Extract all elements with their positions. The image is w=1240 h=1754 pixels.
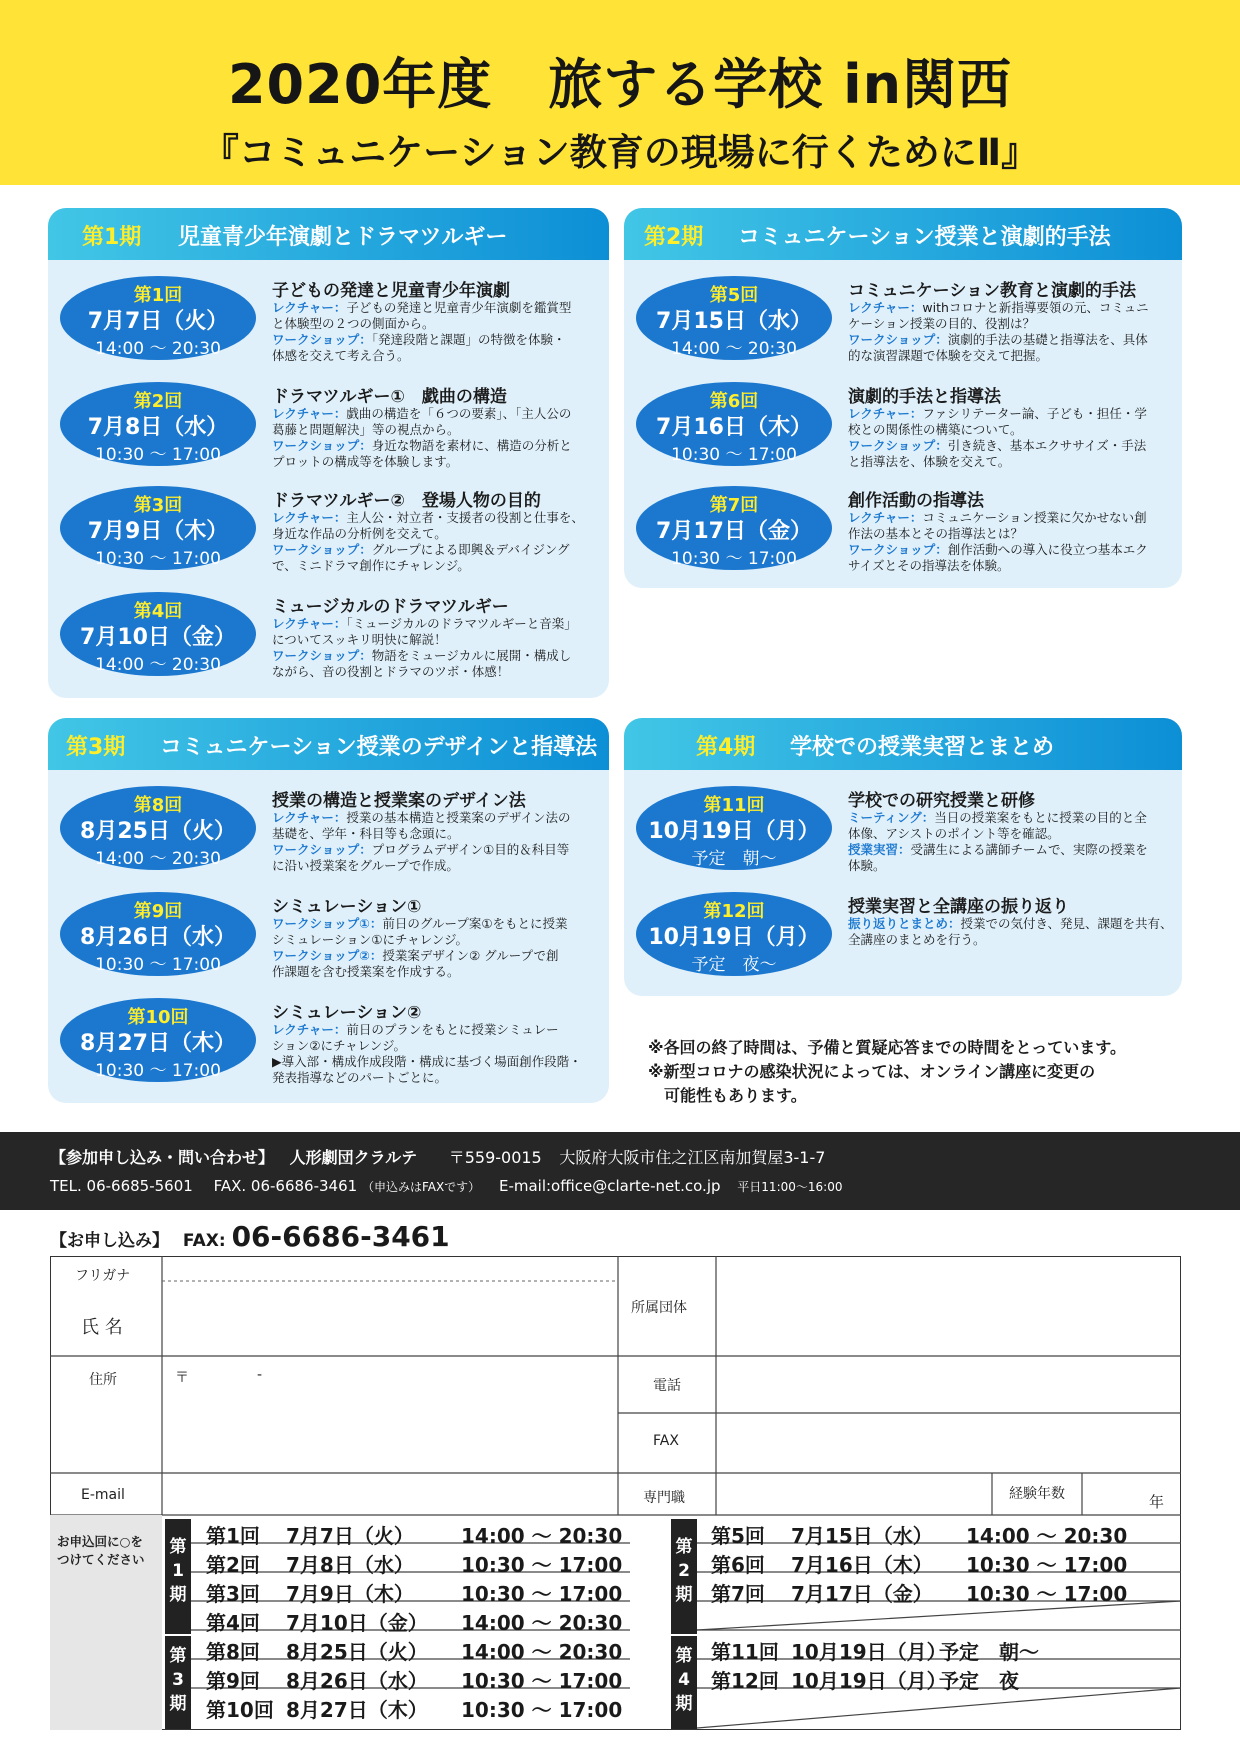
session-time: 14:00 ～ 20:30 (95, 339, 221, 359)
title-main: 旅する学校 in関西 (548, 53, 1013, 116)
session-line: ワークショップ：演劇的手法の基礎と指導法を、具体 (848, 332, 1148, 347)
session-oval (636, 786, 832, 870)
session-oval (60, 998, 256, 1082)
period-number: 第2期 (644, 225, 704, 250)
period-bar-3: 第3期 (165, 1636, 191, 1729)
contact-label: 【参加申し込み・問い合わせ】 (50, 1148, 275, 1167)
year-unit: 年 (1149, 1493, 1165, 1511)
session-7 (636, 486, 1176, 586)
application-heading (50, 1220, 450, 1253)
session-oval (60, 592, 256, 676)
period-name: コミュニケーション授業のデザインと指導法 (160, 735, 598, 760)
contact-address: 大阪府大阪市住之江区南加賀屋3-1-7 (559, 1148, 826, 1167)
session-title: 子どもの発達と児童青少年演劇 (272, 281, 510, 301)
session-2 (60, 382, 600, 482)
session-number: 第2回 (133, 391, 183, 412)
session-4 (60, 592, 600, 692)
profession-label: 専門職 (643, 1490, 685, 1506)
session-3 (60, 486, 600, 586)
session-line: レクチャー：子どもの発達と児童青少年演劇を鑑賞型 (272, 300, 572, 315)
address-label: 住所 (89, 1372, 117, 1388)
session-date: 8月25日（火） (80, 819, 236, 844)
session-line: レクチャー：withコロナと新指導要領の元、コミュニ (848, 300, 1149, 315)
phone-field[interactable] (719, 1361, 1179, 1411)
session-line: ワークショップ：引き続き、基本エクササイズ・手法 (848, 438, 1147, 453)
period-number: 第1期 (82, 225, 142, 250)
period-name: コミュニケーション授業と演劇的手法 (738, 225, 1111, 250)
address-field[interactable] (283, 1361, 617, 1471)
session-title: 授業の構造と授業案のデザイン法 (272, 791, 526, 811)
contact-hours: 平日11:00～16:00 (737, 1180, 843, 1194)
page-title (0, 42, 1240, 119)
session-title: 演劇的手法と指導法 (848, 387, 1001, 407)
session-number: 第10回 (127, 1007, 189, 1028)
application-fax-label: FAX: (182, 1231, 226, 1251)
session-line: レクチャー：授業の基本構造と授業案のデザイン法の (272, 810, 571, 825)
session-line: ワークショップ：プログラムデザイン①目的＆科目等 (272, 842, 570, 857)
session-line: に沿い授業案をグループで作成。 (272, 858, 459, 873)
session-line: ワークショップ：創作活動への導入に役立つ基本エク (848, 542, 1148, 557)
postal-dash: - (257, 1367, 263, 1383)
session-title: コミュニケーション教育と演劇的手法 (848, 281, 1136, 301)
contact-line-2 (50, 1177, 842, 1195)
notes (648, 1036, 1126, 1108)
postal-mark: 〒 (175, 1370, 189, 1386)
session-line: ワークショップ：物語をミュージカルに展開・構成し (272, 648, 572, 663)
contact-postal: 〒559-0015 (448, 1148, 542, 1167)
experience-label: 経験年数 (1009, 1486, 1065, 1502)
session-line: 振り返りとまとめ：授業での気付き、発見、課題を共有、 (848, 916, 1173, 931)
period-panel-1 (48, 208, 609, 698)
session-date: 7月7日（火） (87, 309, 229, 334)
name-label: 氏 名 (81, 1317, 123, 1338)
session-time: 14:00 ～ 20:30 (95, 849, 221, 869)
session-line: 身近な作品の分析例を交えて。 (272, 526, 447, 541)
session-oval (636, 382, 832, 466)
session-number: 第1回 (133, 285, 183, 306)
session-time: 14:00 ～ 20:30 (671, 339, 797, 359)
session-12 (636, 892, 1176, 992)
fax-label: FAX (653, 1433, 679, 1449)
session-line: と指導法を、体験を交えて。 (848, 454, 1011, 469)
period-header (48, 718, 609, 770)
session-number: 第12回 (703, 901, 765, 922)
session-title: ミュージカルのドラマツルギー (272, 597, 509, 617)
session-line: ▶導入部・構成作成段階・構成に基づく場面創作段階・ (272, 1054, 582, 1069)
session-time: 10:30 ～ 17:00 (95, 1061, 221, 1081)
application-form: フリガナ 氏 名 所属団体 住所 〒 - 電話 FAX E-mail 専門職 経験年数 年 お申込回に○を つけてください 第1期 第3期 第2期 第4期 第1回 7月7日（火） 14:00 ～ 20:30 第2回 7月8日（水） 10:30 ～ 17:00 第3回 7月9日（木） 10:30 ～ 17:00 第4回 7月10日（金） 14:00 ～ 20:30 第8回 8月25日（火） 14:00 ～ 20:30 第9回 8月26日（水） 10:30 ～ 17:00 第10回 8月27日（木） 10:30 ～ 17:00 第5回 7月15日（水） 14:00 ～ 20:30 第6回 7月16日（木） 10:30 ～ 17:00 第7回 7月17日（金） 10:30 ～ 17:00 第11回 10月19日（月） 予定 朝～ 第12回 10月19日（月） 予定 夜 (50, 1256, 1181, 1730)
period-bar-1: 第1期 (165, 1519, 191, 1634)
session-title: ドラマツルギー② 登場人物の目的 (272, 491, 541, 511)
session-line: 体験。 (848, 858, 886, 873)
session-6 (636, 382, 1176, 482)
session-title: 学校での研究授業と研修 (848, 791, 1035, 811)
affiliation-field[interactable] (719, 1259, 1179, 1355)
email-field[interactable] (167, 1477, 617, 1513)
period-header (624, 208, 1182, 260)
application-label: 【お申し込み】 (50, 1231, 169, 1251)
session-oval (636, 276, 832, 360)
session-line: ワークショップ①：前日のグループ案①をもとに授業 (272, 916, 568, 931)
session-line: ケーション授業の目的、役割は？ (848, 316, 1036, 331)
session-line: 作課題を含む授業案を作成する。 (272, 964, 460, 979)
instruction-line-1: お申込回に○を (57, 1534, 143, 1549)
session-number: 第8回 (133, 795, 183, 816)
session-date: 10月19日（月） (648, 925, 820, 950)
contact-line-1 (50, 1145, 825, 1168)
period-header (48, 208, 609, 260)
session-oval (636, 892, 832, 976)
session-date: 7月9日（木） (87, 519, 229, 544)
session-date: 7月10日（金） (80, 625, 236, 650)
session-line: ながら、音の役割とドラマのツボ・体感！ (272, 664, 510, 679)
session-oval (60, 276, 256, 360)
session-line: ワークショップ：グループによる即興＆デバイジング (272, 542, 570, 557)
session-title: ドラマツルギー① 戯曲の構造 (272, 387, 507, 407)
session-time: 10:30 ～ 17:00 (95, 445, 221, 465)
session-5 (636, 276, 1176, 376)
note-line: ※新型コロナの感染状況によっては、オンライン講座に変更の (648, 1062, 1096, 1081)
session-date: 10月19日（月） (648, 819, 820, 844)
session-line: についてスッキリ明快に解説！ (272, 632, 447, 647)
page-subtitle: 『コミュニケーション教育の現場に行くためにⅡ』 (201, 131, 1039, 174)
session-line: レクチャー：ファシリテーター論、子ども・担任・学 (848, 406, 1147, 421)
session-9 (60, 892, 600, 992)
session-oval (636, 486, 832, 570)
contact-email[interactable]: E-mail:office@clarte-net.co.jp (498, 1177, 721, 1195)
contact-fax-note: （申込みはFAXです） (361, 1180, 481, 1194)
session-title: 創作活動の指導法 (848, 491, 984, 511)
session-time: 10:30 ～ 17:00 (671, 549, 797, 569)
note-line: ※各回の終了時間は、予備と質疑応答までの時間をとっています。 (648, 1038, 1126, 1057)
session-line: 全講座のまとめを行う。 (848, 932, 986, 947)
period-header (624, 718, 1182, 770)
name-field[interactable] (167, 1285, 617, 1355)
session-line: 作法の基本とその指導法とは？ (848, 526, 1024, 541)
session-date: 8月26日（水） (80, 925, 236, 950)
email-label: E-mail (81, 1487, 125, 1503)
session-line: 的な演習課題で体験を交えて把握。 (848, 348, 1049, 363)
period-panel-4 (624, 718, 1182, 996)
session-8 (60, 786, 600, 886)
session-title: シミュレーション① (272, 897, 422, 917)
contact-tel: TEL. 06-6685-5601 (50, 1177, 193, 1195)
session-line: プロットの構成等を体験します。 (272, 454, 459, 469)
period-name: 学校での授業実習とまとめ (790, 735, 1055, 760)
session-number: 第7回 (709, 495, 759, 516)
experience-field[interactable] (1085, 1477, 1145, 1513)
contact-bar (0, 1132, 1240, 1210)
period-name: 児童青少年演劇とドラマツルギー (178, 225, 508, 250)
session-line: 体像、アシストのポイント等を確認。 (848, 826, 1060, 841)
phone-label: 電話 (653, 1378, 681, 1394)
session-date: 7月8日（水） (87, 415, 229, 440)
session-line: と体験型の２つの側面から。 (272, 316, 435, 331)
session-time: 10:30 ～ 17:00 (95, 955, 221, 975)
period-panel-3 (48, 718, 609, 1103)
fax-field[interactable] (719, 1417, 1179, 1471)
session-title: シミュレーション② (272, 1003, 422, 1023)
session-oval (60, 382, 256, 466)
session-date: 8月27日（木） (80, 1031, 236, 1056)
period-bar-2: 第2期 (671, 1519, 697, 1634)
session-date: 7月17日（金） (656, 519, 812, 544)
session-10 (60, 998, 600, 1098)
session-time: 予定 夜～ (691, 955, 777, 975)
session-oval (60, 786, 256, 870)
session-date: 7月16日（木） (656, 415, 812, 440)
profession-field[interactable] (719, 1477, 991, 1513)
session-number: 第3回 (133, 495, 183, 516)
period-number: 第3期 (66, 735, 126, 760)
session-line: サイズとその指導法を体験。 (848, 558, 1010, 573)
title-year: 2020年度 (227, 53, 493, 116)
session-time: 10:30 ～ 17:00 (671, 445, 797, 465)
period-bar-4: 第4期 (671, 1636, 697, 1729)
session-number: 第9回 (133, 901, 183, 922)
contact-org: 人形劇団クラルテ (289, 1148, 418, 1167)
session-line: ワークショップ②：授業案デザイン② グループで創 (272, 948, 559, 963)
session-line: ワークショップ：身近な物語を素材に、構造の分析と (272, 438, 572, 453)
session-line: 葛藤と問題解決」等の視点から。 (272, 422, 460, 437)
session-line: 校との関係性の構築について。 (848, 422, 1023, 437)
session-time: 予定 朝～ (691, 849, 777, 869)
application-fax-number: 06-6686-3461 (231, 1220, 450, 1253)
period-panel-2 (624, 208, 1182, 588)
session-line: 体感を交えて考え合う。 (272, 348, 410, 363)
session-line: 基礎を、学年・科目等も念頭に。 (272, 826, 460, 841)
instruction-line-2: つけてください (57, 1552, 145, 1567)
session-number: 第6回 (709, 391, 759, 412)
session-line: レクチャー：「ミュージカルのドラマツルギーと音楽」 (272, 616, 577, 631)
session-line: レクチャー：戯曲の構造を「６つの要素」、「主人公の (272, 406, 572, 421)
header-banner (0, 0, 1240, 185)
session-title: 授業実習と全講座の振り返り (848, 897, 1069, 917)
session-line: で、ミニドラマ創作にチャレンジ。 (272, 558, 470, 573)
period-number: 第4期 (696, 735, 756, 760)
session-number: 第5回 (709, 285, 759, 306)
session-line: ション②にチャレンジ。 (272, 1038, 406, 1053)
session-line: 授業実習：受講生による講師チームで、実際の授業を (848, 842, 1148, 857)
session-line: ミーティング：当日の授業案をもとに授業の目的と全 (848, 810, 1147, 825)
affiliation-label: 所属団体 (631, 1300, 687, 1316)
session-11 (636, 786, 1176, 886)
session-line: レクチャー：前日のプランをもとに授業シミュレー (272, 1022, 559, 1037)
session-line: レクチャー：コミュニケーション授業に欠かせない創 (848, 510, 1147, 525)
session-time: 10:30 ～ 17:00 (95, 549, 221, 569)
session-line: シミュレーション①にチャレンジ。 (272, 932, 468, 947)
session-oval (60, 892, 256, 976)
session-number: 第11回 (703, 795, 765, 816)
note-line: 可能性もあります。 (648, 1086, 807, 1105)
session-1 (60, 276, 600, 376)
furigana-label: フリガナ (75, 1268, 131, 1284)
session-time: 14:00 ～ 20:30 (95, 655, 221, 675)
session-oval (60, 486, 256, 570)
session-line: 発表指導などのパートごとに。 (272, 1070, 448, 1085)
session-number: 第4回 (133, 601, 183, 622)
contact-fax: FAX. 06-6686-3461 (213, 1177, 358, 1195)
session-line: ワークショップ：「発達段階と課題」の特徴を体験・ (272, 332, 566, 347)
session-line: レクチャー：主人公・対立者・支援者の役割と仕事を、 (272, 510, 584, 525)
session-date: 7月15日（水） (656, 309, 812, 334)
